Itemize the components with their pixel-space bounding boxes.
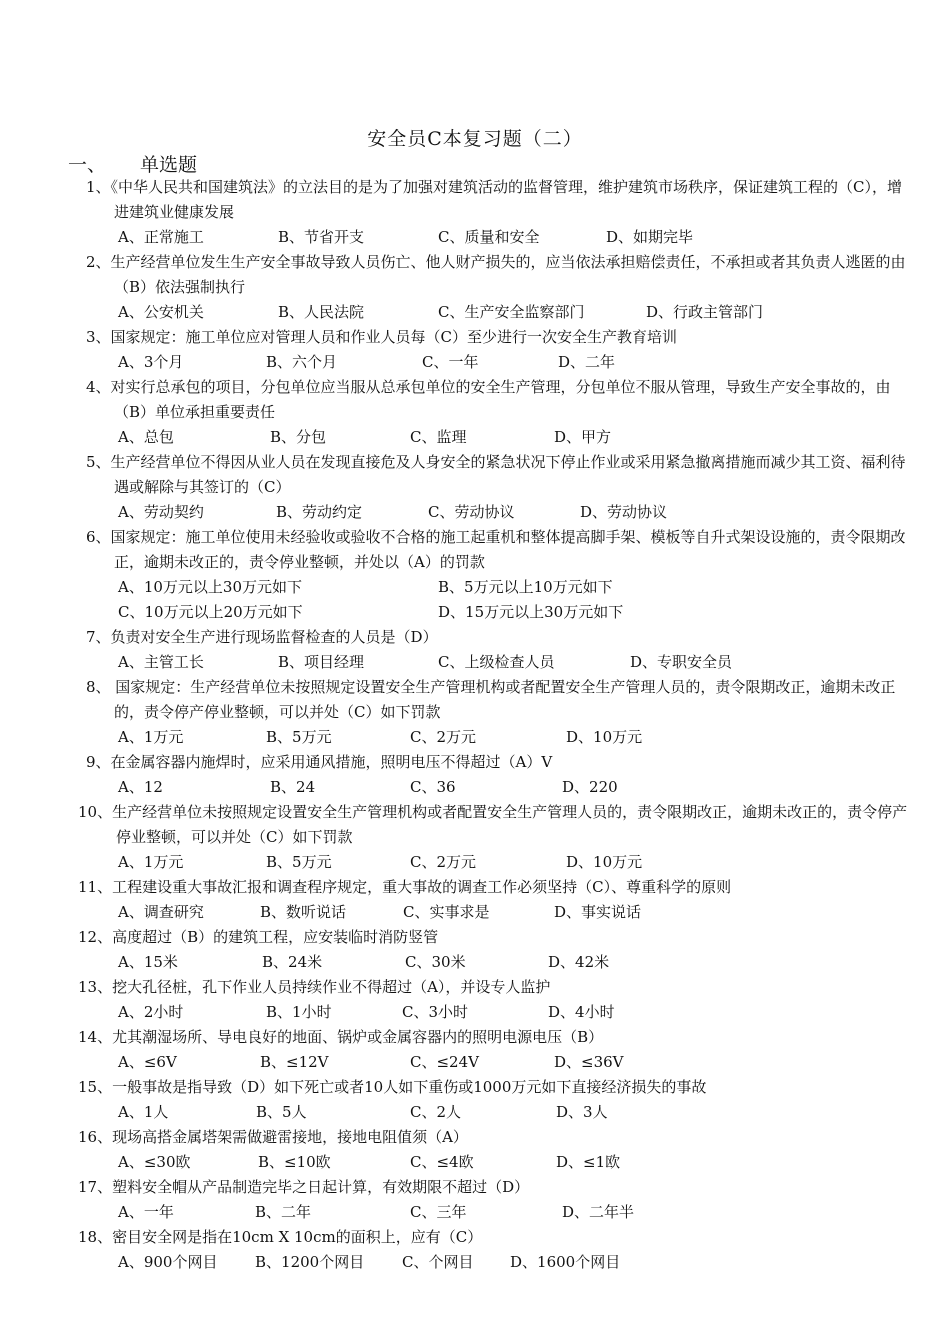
question-text: 11、工程建设重大事故汇报和调查程序规定，重大事故的调查工作必须坚持（C）、尊重科学的原则 (78, 878, 732, 896)
option-c: C、≤24V (410, 1053, 479, 1071)
question-item (0, 625, 950, 675)
option-row (0, 900, 950, 925)
question-text: 5、生产经营单位不得因从业人员在发现直接危及人身安全的紧急状况下停止作业或采用紧急撤离措施而减少其工资、福利待遇或解除与其签订的（C） (86, 453, 906, 496)
option-a: A、≤30欧 (118, 1153, 191, 1171)
option-a: A、2小时 (118, 1003, 184, 1021)
option-row (0, 575, 950, 600)
option-c: C、2万元 (410, 728, 477, 746)
question-item (0, 1225, 950, 1275)
option-d: D、42米 (548, 953, 610, 971)
option-c: C、30米 (405, 953, 466, 971)
option-c: C、3小时 (402, 1003, 469, 1021)
option-row (0, 425, 950, 450)
option-b: B、二年 (255, 1203, 312, 1221)
question-text: 2、生产经营单位发生生产安全事故导致人员伤亡、他人财产损失的，应当依法承担赔偿责任，不承担或者其负责人逃匿的由（B）依法强制执行 (86, 253, 906, 296)
option-a: A、3个月 (118, 353, 184, 371)
option-row (0, 725, 950, 750)
option-b: B、≤12V (260, 1053, 329, 1071)
option-a: A、12 (118, 778, 163, 796)
option-d: D、二年半 (562, 1203, 635, 1221)
option-b: B、24 (270, 778, 316, 796)
option-d: D、4小时 (548, 1003, 615, 1021)
question-text: 1、《中华人民共和国建筑法》的立法目的是为了加强对建筑活动的监督管理，维护建筑市场秩序，保证建筑工程的（C），增进建筑业健康发展 (86, 178, 903, 221)
option-a: A、公安机关 (118, 303, 204, 321)
option-row (0, 775, 950, 800)
option-c: C、10万元以上20万元如下 (118, 603, 303, 621)
page-title: 安全员C本复习题（二） (367, 128, 583, 150)
option-d: D、≤36V (554, 1053, 624, 1071)
option-b: B、5万元 (266, 853, 332, 871)
option-d: D、≤1欧 (556, 1153, 621, 1171)
option-a: A、劳动契约 (118, 503, 204, 521)
question-item (0, 525, 950, 625)
question-text: 15、一般事故是指导致（D）如下死亡或者10人如下重伤或1000万元如下直接经济损失的事故 (78, 1078, 707, 1096)
question-item (0, 975, 950, 1025)
option-b: B、人民法院 (278, 303, 365, 321)
option-a: A、15米 (118, 953, 178, 971)
option-c: C、36 (410, 778, 456, 796)
option-d: D、220 (562, 778, 618, 796)
option-a: A、1人 (118, 1103, 169, 1121)
option-d: D、二年 (558, 353, 616, 371)
option-c: C、2人 (410, 1103, 462, 1121)
question-text: 12、高度超过（B）的建筑工程，应安装临时消防竖管 (78, 928, 439, 946)
option-row (0, 600, 950, 625)
question-text: 17、塑料安全帽从产品制造完毕之日起计算，有效期限不超过（D） (78, 1178, 530, 1196)
option-c: C、≤4欧 (410, 1153, 474, 1171)
option-d: D、如期完毕 (606, 228, 694, 246)
option-row (0, 950, 950, 975)
option-row (0, 500, 950, 525)
option-c: C、劳动协议 (428, 503, 515, 521)
question-item (0, 175, 950, 250)
option-a: A、正常施工 (118, 228, 204, 246)
question-item (0, 800, 950, 875)
question-item (0, 1075, 950, 1125)
option-c: C、2万元 (410, 853, 477, 871)
question-item (0, 750, 950, 800)
question-item (0, 375, 950, 450)
option-c: C、生产安全监察部门 (438, 303, 585, 321)
section-heading (68, 150, 197, 177)
option-b: B、5人 (256, 1103, 307, 1121)
option-d: D、劳动协议 (580, 503, 668, 521)
option-c: C、质量和安全 (438, 228, 540, 246)
question-text: 18、密目安全网是指在10cm X 10cm的面积上，应有（C） (78, 1228, 483, 1246)
option-d: D、行政主管部门 (646, 303, 764, 321)
option-d: D、事实说话 (554, 903, 642, 921)
option-a: A、总包 (118, 428, 174, 446)
option-b: B、≤10欧 (258, 1153, 331, 1171)
option-c: C、上级检查人员 (438, 653, 555, 671)
option-b: B、分包 (270, 428, 327, 446)
question-item (0, 925, 950, 975)
question-text: 13、挖大孔径桩，孔下作业人员持续作业不得超过（A），并设专人监护 (78, 978, 551, 996)
option-a: A、≤6V (118, 1053, 177, 1071)
option-a: A、主管工长 (118, 653, 204, 671)
option-c: C、个网目 (402, 1253, 474, 1271)
section-label: 单选题 (140, 154, 198, 176)
option-row (0, 1200, 950, 1225)
question-text: 9、在金属容器内施焊时，应采用通风措施，照明电压不得超过（A）V (86, 753, 553, 771)
option-c: C、监理 (410, 428, 467, 446)
option-d: D、15万元以上30万元如下 (438, 603, 624, 621)
option-row (0, 300, 950, 325)
question-text: 16、现场高搭金属塔架需做避雷接地，接地电阻值须（A） (78, 1128, 468, 1146)
question-list (0, 175, 950, 1275)
option-a: A、10万元以上30万元如下 (118, 578, 303, 596)
option-c: C、实事求是 (403, 903, 490, 921)
option-d: D、10万元 (566, 728, 643, 746)
option-b: B、5万元以上10万元如下 (438, 578, 613, 596)
question-item (0, 675, 950, 750)
question-text: 4、对实行总承包的项目，分包单位应当服从总承包单位的安全生产管理，分包单位不服从管理，导致生产安全事故的，由（B）单位承担重要责任 (86, 378, 891, 421)
option-d: D、专职安全员 (630, 653, 733, 671)
question-item (0, 250, 950, 325)
option-row (0, 1100, 950, 1125)
option-b: B、24米 (262, 953, 323, 971)
option-b: B、5万元 (266, 728, 332, 746)
option-a: A、1万元 (118, 728, 184, 746)
question-item (0, 1125, 950, 1175)
option-b: B、1小时 (266, 1003, 332, 1021)
section-number: 一、 (68, 154, 107, 176)
option-a: A、900个网目 (118, 1253, 218, 1271)
question-text: 6、国家规定：施工单位使用未经验收或验收不合格的施工起重机和整体提高脚手架、模板等自升式架设设施的，责令限期改正，逾期未改正的，责令停业整顿，并处以（A）的罚款 (86, 528, 906, 571)
option-b: B、劳动约定 (276, 503, 363, 521)
option-a: A、一年 (118, 1203, 174, 1221)
question-text: 8、 国家规定：生产经营单位未按照规定设置安全生产管理机构或者配置安全生产管理人员的，责令限期改正，逾期未改正的，责令停产停业整顿，可以并处（C）如下罚款 (86, 678, 896, 721)
option-b: B、数听说话 (260, 903, 347, 921)
option-row (0, 1050, 950, 1075)
option-row (0, 1250, 950, 1275)
option-row (0, 650, 950, 675)
question-item (0, 1025, 950, 1075)
option-row (0, 850, 950, 875)
question-text: 14、尤其潮湿场所、导电良好的地面、锅炉或金属容器内的照明电源电压（B） (78, 1028, 604, 1046)
question-text: 3、国家规定：施工单位应对管理人员和作业人员每（C）至少进行一次安全生产教育培训 (86, 328, 678, 346)
option-row (0, 1150, 950, 1175)
option-c: C、三年 (410, 1203, 467, 1221)
question-item (0, 875, 950, 925)
question-text: 10、生产经营单位未按照规定设置安全生产管理机构或者配置安全生产管理人员的，责令限期改正，逾期未改正的，责令停产停业整顿，可以并处（C）如下罚款 (78, 803, 908, 846)
question-item (0, 325, 950, 375)
option-d: D、10万元 (566, 853, 643, 871)
option-b: B、六个月 (266, 353, 338, 371)
option-d: D、1600个网目 (510, 1253, 621, 1271)
question-item (0, 1175, 950, 1225)
option-c: C、一年 (422, 353, 479, 371)
option-b: B、项目经理 (278, 653, 365, 671)
option-d: D、3人 (556, 1103, 608, 1121)
option-row (0, 1000, 950, 1025)
option-d: D、甲方 (554, 428, 612, 446)
question-item (0, 450, 950, 525)
option-a: A、1万元 (118, 853, 184, 871)
option-b: B、节省开支 (278, 228, 365, 246)
option-a: A、调查研究 (118, 903, 204, 921)
question-text: 7、负责对安全生产进行现场监督检查的人员是（D） (86, 628, 438, 646)
option-b: B、1200个网目 (255, 1253, 365, 1271)
option-row (0, 350, 950, 375)
option-row (0, 225, 950, 250)
